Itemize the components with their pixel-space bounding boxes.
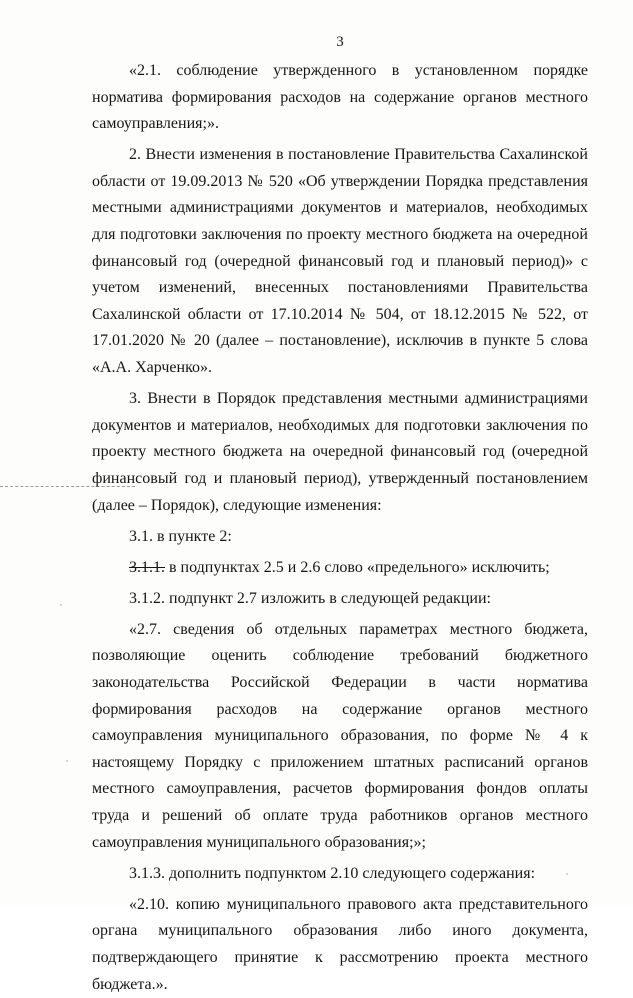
paragraph-2-1-norm: «2.1. соблюдение утвержденного в установленном порядке норматива формирования расходов на содержание органов местного самоуправления;». xyxy=(92,62,588,133)
paragraph-3-1-point-2: 3.1. в пункте 2: xyxy=(129,527,232,545)
paragraph-3-1-2-new-wording: 3.1.2. подпункт 2.7 изложить в следующей редакции: xyxy=(129,589,491,607)
scan-speck xyxy=(60,604,62,606)
paragraph-3-1-1-exclude-word xyxy=(92,555,588,582)
document-body xyxy=(92,58,588,998)
paragraph-3-1-3-add-subitem: 3.1.3. дополнить подпунктом 2.10 следующего содержания: xyxy=(129,864,536,882)
scan-speck xyxy=(66,760,68,762)
paragraph-item-3-amend-procedure: 3. Внести в Порядок представления местными администрациями документов и материалов, необходимых для подготовки заключения по проекту местного бюджета на очередной финансовый год (очередной финансовый год и плановый период), утвержденный постановлением (далее – Порядок), следующие изменения: xyxy=(92,390,588,514)
paragraph-2-10-legal-act: «2.10. копию муниципального правового акта представительного органа муниципального образования либо иного документа, подтверждающего принятие к рассмотрению проекта местного бюджета.». xyxy=(92,895,588,993)
paragraph-3-1-1-rest: в подпунктах 2.5 и 2.6 слово «предельного» исключить; xyxy=(165,558,550,576)
paragraph-2-7-budget-info: «2.7. сведения об отдельных параметрах местного бюджета, позволяющие оценить соблюдение требований бюджетного законодательства Российской Федерации в части норматива формирования расходов на содержание органов местного самоуправления муниципального образования, по форме № 4 к настоящему Порядку с приложением штатных расписаний органов местного самоуправления, расчетов формирования фондов оплаты труда и решений об оплате труда работников органов местного самоуправления муниципального образования;»; xyxy=(92,620,588,851)
struck-subitem-number: 3.1.1. xyxy=(129,558,165,576)
paragraph-item-2-amend-resolution: 2. Внести изменения в постановление Правительства Сахалинской области от 19.09.2013 № 520 «Об утверждении Порядка представления местными администрациями документов и материалов, необходимых для подготовки заключения по проекту местного бюджета на очередной финансовый год (очередной финансовый год и плановый период)» с учетом изменений, внесенных постановлениями Правительства Сахалинской области от 17.10.2014 № 504, от 18.12.2015 № 522, от 17.01.2020 № 20 (далее – постановление), исключив в пункте 5 слова «А.А. Харченко». xyxy=(92,146,588,377)
page-number: 3 xyxy=(336,34,344,50)
